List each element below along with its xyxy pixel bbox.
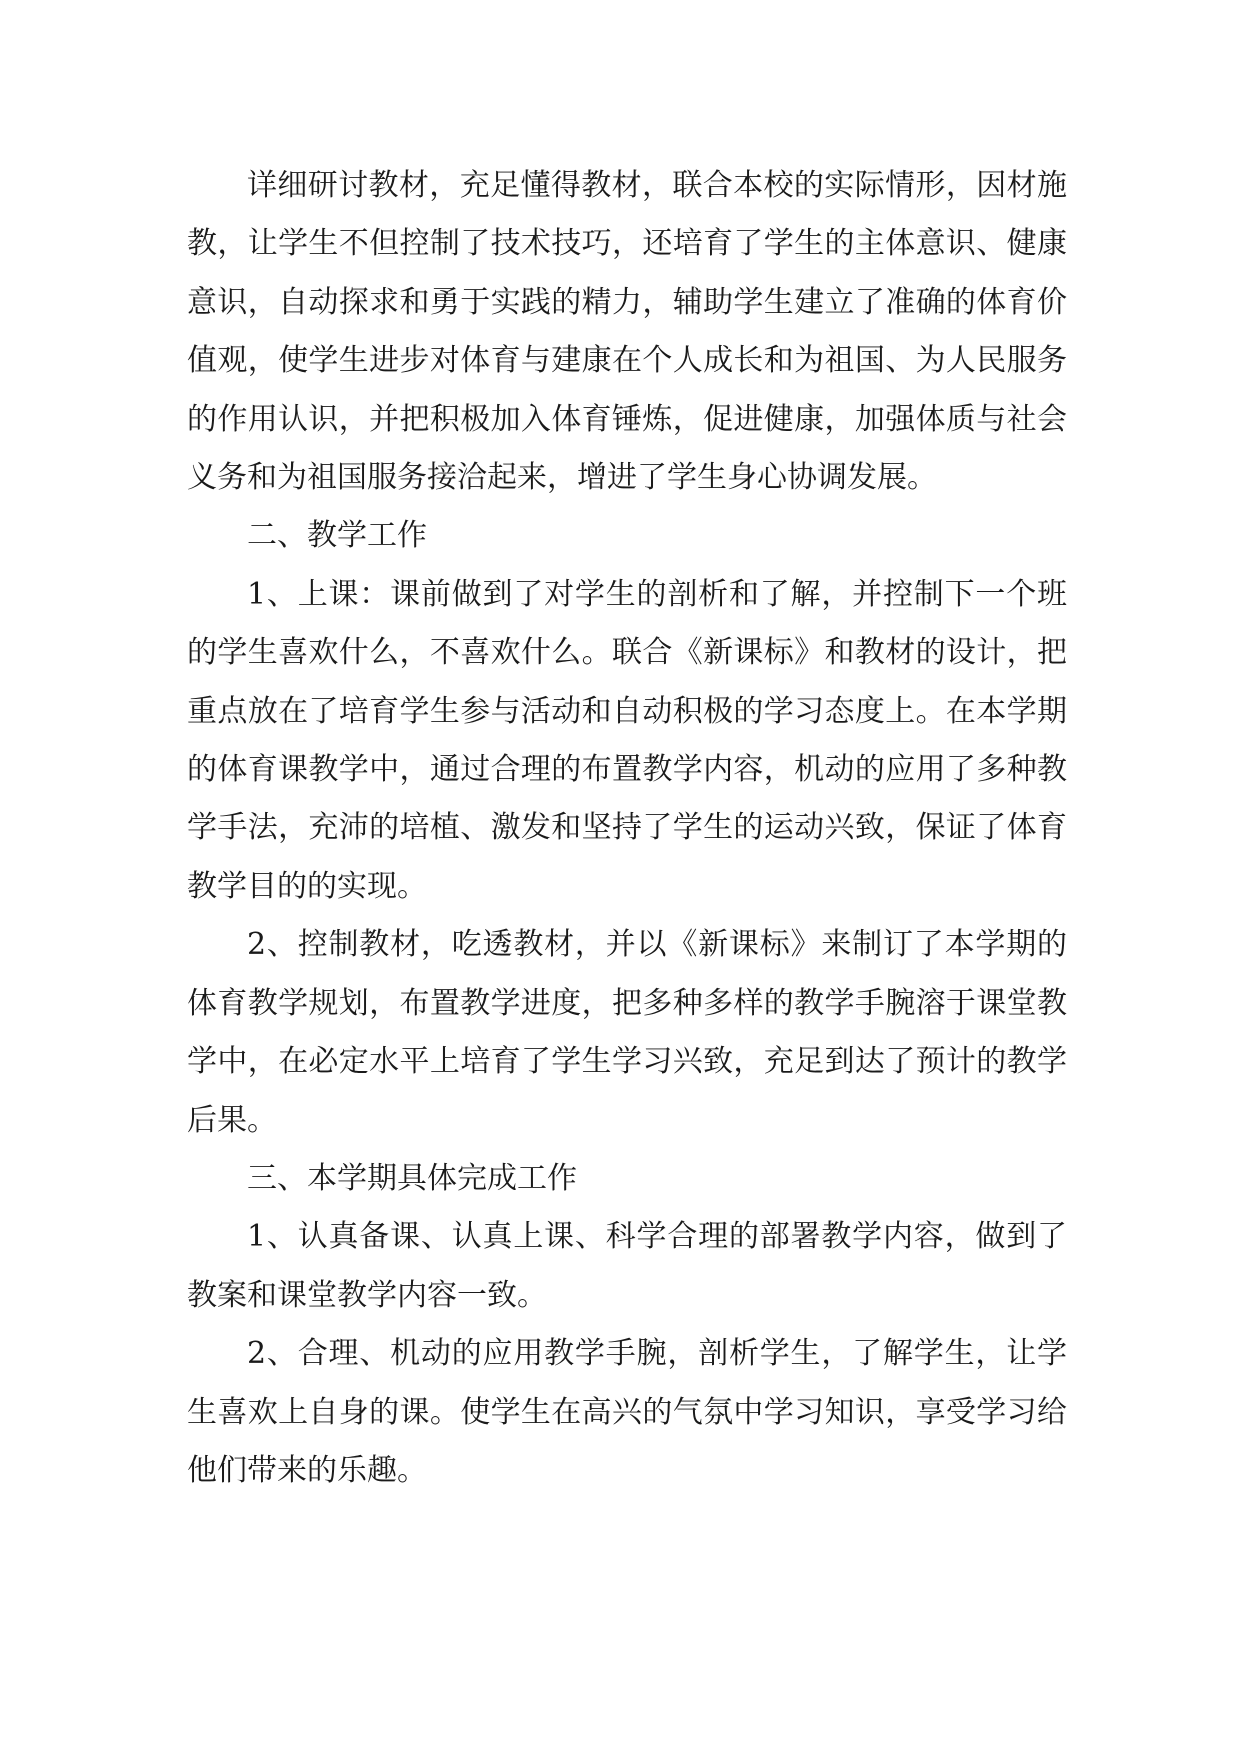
paragraph-completed-2: 2、合理、机动的应用教学手腕，剖析学生，了解学生，让学生喜欢上自身的课。使学生在高兴的气氛中学习知识，享受学习给他们带来的乐趣。 — [187, 1336, 1067, 1488]
section-heading-teaching-work: 二、教学工作 — [247, 518, 427, 554]
document-body — [187, 157, 1067, 1500]
paragraph-completed-1: 1、认真备课、认真上课、科学合理的部署教学内容，做到了教案和课堂教学内容一致。 — [187, 1219, 1067, 1313]
paragraph-teaching-2: 2、控制教材，吃透教材，并以《新课标》来制订了本学期的体育教学规划，布置教学进度，把多种多样的教学手腕溶于课堂教学中，在必定水平上培育了学生学习兴致，充足到达了预计的教学后果。 — [187, 927, 1067, 1138]
paragraph-intro: 详细研讨教材，充足懂得教材，联合本校的实际情形，因材施教，让学生不但控制了技术技巧，还培育了学生的主体意识、健康意识，自动探求和勇于实践的精力，辅助学生建立了准确的体育价值观，使学生进步对体育与建康在个人成长和为祖国、为人民服务的作用认识，并把积极加入体育锤炼，促进健康，加强体质与社会义务和为祖国服务接洽起来，增进了学生身心协调发展。 — [187, 168, 1067, 496]
paragraph-teaching-1: 1、上课：课前做到了对学生的剖析和了解，并控制下一个班的学生喜欢什么，不喜欢什么。联合《新课标》和教材的设计，把重点放在了培育学生参与活动和自动积极的学习态度上。在本学期的体育课教学中，通过合理的布置教学内容，机动的应用了多种教学手法，充沛的培植、激发和坚持了学生的运动兴致，保证了体育教学目的的实现。 — [187, 576, 1067, 904]
section-heading-completed-work: 三、本学期具体完成工作 — [247, 1160, 577, 1196]
